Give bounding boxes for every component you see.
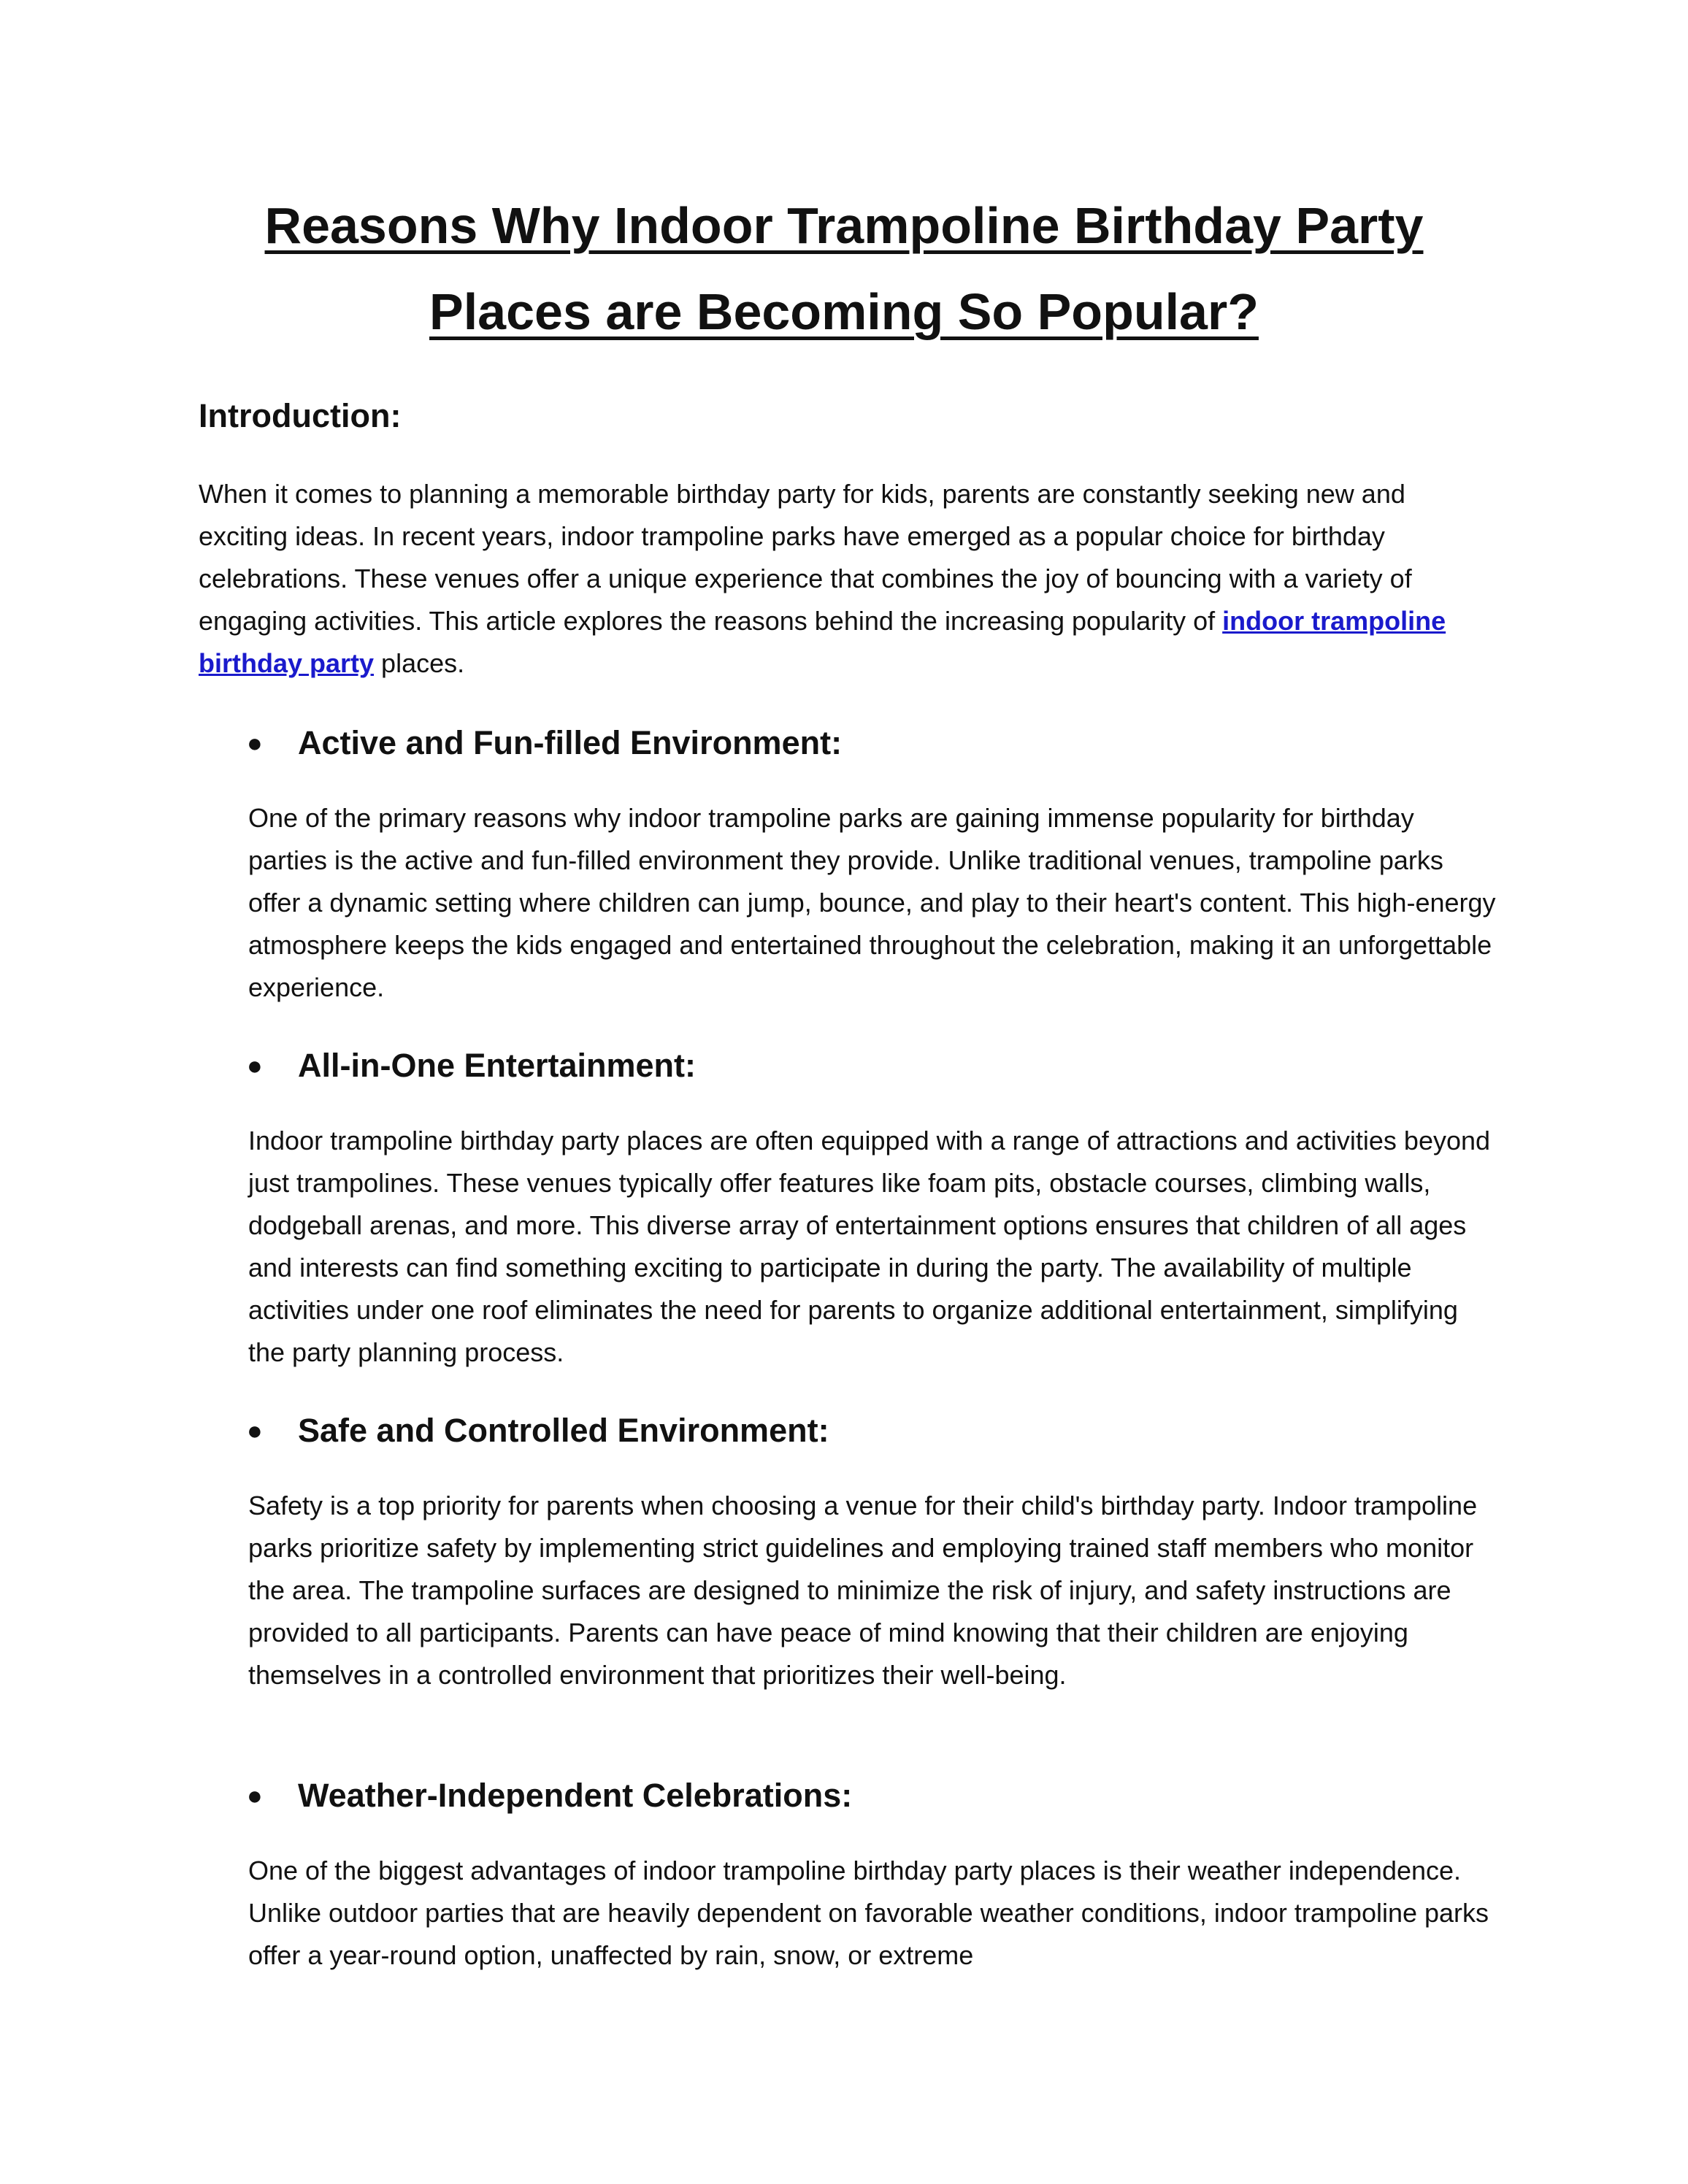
bullet-icon: ● bbox=[247, 1415, 263, 1445]
section-heading bbox=[199, 1044, 1513, 1088]
indoor-trampoline-birthday-party-link[interactable]: indoor trampoline birthday party bbox=[199, 606, 1446, 678]
bullet-icon: ● bbox=[247, 1780, 263, 1810]
section-heading-text: Weather-Independent Celebrations: bbox=[298, 1777, 853, 1814]
section-paragraph: One of the biggest advantages of indoor trampoline birthday party places is their weather independence. Unlike outdoor parties that are heavily dependent on favorable weather conditions, indoor trampoline parks offer a year-round option, unaffected by rain, snow, or extreme bbox=[248, 1856, 1489, 1970]
section-heading-text: Active and Fun-filled Environment: bbox=[298, 724, 843, 761]
section-heading bbox=[199, 721, 1513, 765]
intro-heading: Introduction: bbox=[199, 397, 402, 434]
section-heading-text: All-in-One Entertainment: bbox=[298, 1047, 697, 1084]
page-title-line-1: Reasons Why Indoor Trampoline Birthday Party bbox=[264, 197, 1424, 254]
bullet-icon: ● bbox=[247, 1050, 263, 1080]
intro-text-after-link: places. bbox=[374, 648, 465, 678]
section-safe-controlled bbox=[199, 1409, 1513, 1696]
section-all-in-one bbox=[199, 1044, 1513, 1374]
section-weather-independent bbox=[199, 1774, 1513, 1977]
section-paragraph: One of the primary reasons why indoor trampoline parks are gaining immense popularity for birthday parties is the active and fun-filled environment they provide. Unlike traditional venues, trampoline parks offer a dynamic setting where children can jump, bounce, and play to their heart's content. This high-energy atmosphere keeps the kids engaged and entertained throughout the celebration, making it an unforgettable experience. bbox=[248, 803, 1496, 1002]
intro-text-before-link: When it comes to planning a memorable birthday party for kids, parents are constantly seeking new and exciting ideas. In recent years, indoor trampoline parks have emerged as a popular choice for birthday celebrations. These venues offer a unique experience that combines the joy of bouncing with a variety of engaging activities. This article explores the reasons behind the increasing popularity of bbox=[199, 479, 1412, 636]
intro-paragraph bbox=[199, 473, 1498, 685]
section-heading-text: Safe and Controlled Environment: bbox=[298, 1412, 829, 1449]
section-heading bbox=[199, 1409, 1513, 1453]
section-paragraph: Safety is a top priority for parents when choosing a venue for their child's birthday party. Indoor trampoline parks prioritize safety by implementing strict guidelines and employing trained staff members who monitor the area. The trampoline surfaces are designed to minimize the risk of injury, and safety instructions are provided to all participants. Parents can have peace of mind knowing that their children are enjoying themselves in a controlled environment that prioritizes their well-being. bbox=[248, 1491, 1478, 1690]
bullet-icon: ● bbox=[247, 728, 263, 758]
section-paragraph: Indoor trampoline birthday party places are often equipped with a range of attractions and activities beyond just trampolines. These venues typically offer features like foam pits, obstacle courses, climbing walls, dodgeball arenas, and more. This diverse array of entertainment options ensures that children of all ages and interests can find something exciting to participate in during the party. The availability of multiple activities under one roof eliminates the need for parents to organize additional entertainment, simplifying the party planning process. bbox=[248, 1126, 1491, 1367]
section-active-fun-filled bbox=[199, 721, 1513, 1009]
page-title-line-2: Places are Becoming So Popular? bbox=[429, 283, 1259, 340]
section-heading bbox=[199, 1774, 1513, 1818]
page-title bbox=[0, 182, 1688, 355]
